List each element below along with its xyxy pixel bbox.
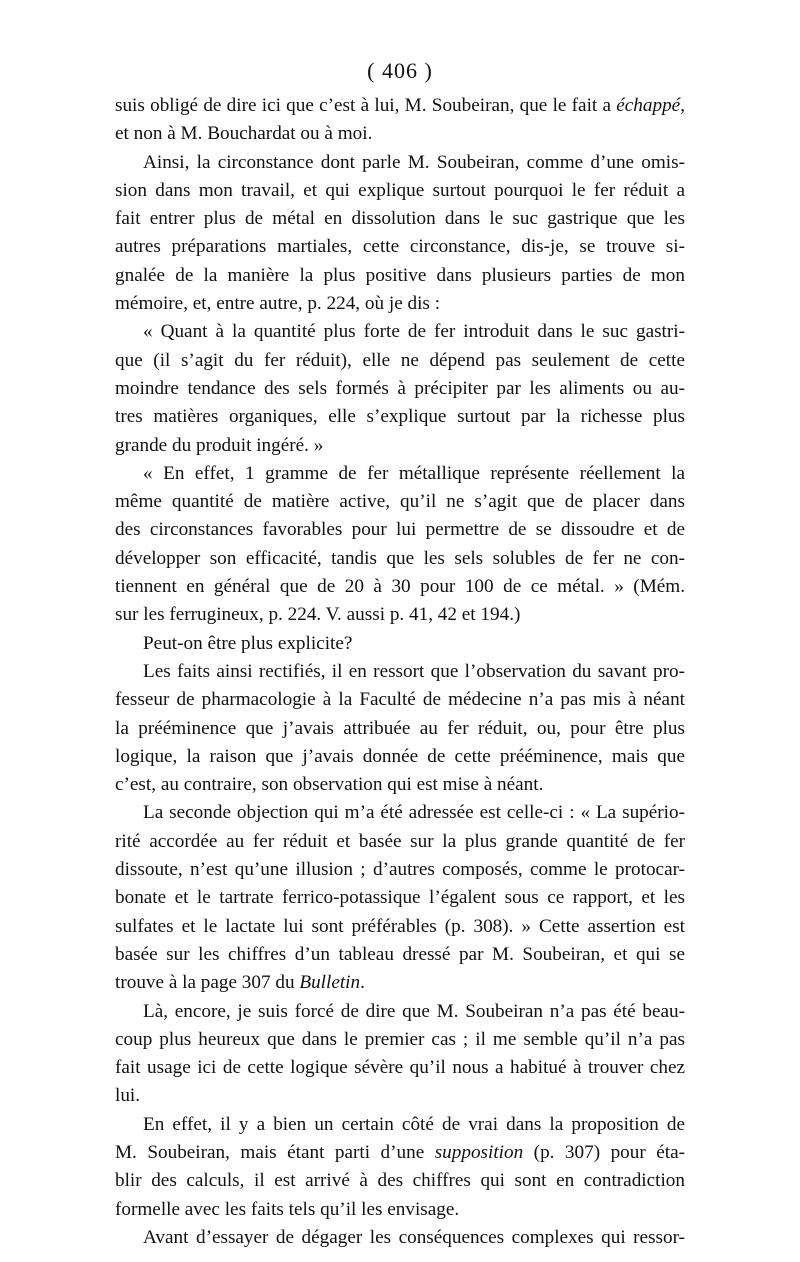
text-line <box>115 1224 685 1252</box>
line-text: suis obligé de dire ici que c’est à lui, M. Soubeiran, que le fait a <box>115 95 617 116</box>
italic-text: échappé <box>616 95 681 116</box>
line-text: développer son efficacité, tandis que les sels solubles de fer ne con- <box>115 547 685 569</box>
line-text: gnalée de la manière la plus positive dans plusieurs parties de mon <box>115 264 685 286</box>
line-text: « En effet, 1 gramme de fer métallique représente réellement la <box>143 462 685 484</box>
line-text: même quantité de matière active, qu’il ne s’agit que de placer dans <box>115 491 685 513</box>
line-text: La seconde objection qui m’a été adressée est celle-ci : « La supério- <box>143 802 685 824</box>
text-line <box>115 318 685 346</box>
text-line <box>115 658 685 686</box>
line-text: Peut-on être plus explicite? <box>143 632 353 654</box>
text-line <box>115 149 685 177</box>
line-text: Avant d’essayer de dégager les conséquences complexes qui ressor- <box>143 1226 685 1248</box>
text-line <box>115 1026 685 1054</box>
text-line <box>115 92 685 120</box>
line-text: lui. <box>115 1085 141 1107</box>
page-number: ( 406 ) <box>367 58 433 83</box>
line-text: fait entrer plus de métal en dissolution dans le suc gastrique que les <box>115 208 685 230</box>
line-text: sur les ferrugineux, p. 224. V. aussi p. 41, 42 et 194.) <box>115 604 521 626</box>
line-text: blir des calculs, il est arrivé à des chiffres qui sont en contradiction <box>115 1170 685 1192</box>
line-text: formelle avec les faits tels qu’il les envisage. <box>115 1198 460 1220</box>
line-text-after: (p. 307) pour éta- <box>523 1141 685 1163</box>
text-line <box>115 969 685 997</box>
text-line <box>115 771 685 799</box>
line-text: Là, encore, je suis forcé de dire que M. Soubeiran n’a pas été beau- <box>143 1000 685 1022</box>
line-text: dissoute, n’est qu’une illusion ; d’autres composés, comme le protocar- <box>115 859 685 881</box>
text-line <box>115 941 685 969</box>
text-line <box>115 120 685 148</box>
text-line <box>115 347 685 375</box>
line-text: que (il s’agit du fer réduit), elle ne dépend pas seulement de cette <box>115 349 685 371</box>
line-text: sulfates et le lactate lui sont préférables (p. 308). » Cette assertion est <box>115 915 685 937</box>
text-line <box>115 998 685 1026</box>
text-line <box>115 884 685 912</box>
text-line <box>115 233 685 261</box>
text-line <box>115 205 685 233</box>
line-text: Ainsi, la circonstance dont parle M. Soubeiran, comme d’une omis- <box>143 151 685 173</box>
line-text: bonate et le tartrate ferrico-potassique l’égalent sous ce rapport, et les <box>115 887 685 909</box>
text-line <box>115 177 685 205</box>
text-line <box>115 715 685 743</box>
body-text <box>115 92 685 1252</box>
text-line <box>115 262 685 290</box>
line-text: autres préparations martiales, cette circonstance, dis-je, se trouve si- <box>115 236 685 258</box>
text-line <box>115 488 685 516</box>
line-text: tiennent en général que de 20 à 30 pour 100 de ce métal. » (Mém. <box>115 576 685 598</box>
text-line <box>115 1111 685 1139</box>
text-line <box>115 516 685 544</box>
text-line <box>115 601 685 629</box>
line-text: trouve à la page 307 du <box>115 972 300 994</box>
text-line <box>115 799 685 827</box>
text-line <box>115 1082 685 1110</box>
text-line <box>115 403 685 431</box>
line-text: grande du produit ingéré. » <box>115 434 324 456</box>
text-line <box>115 856 685 884</box>
line-text: Les faits ainsi rectifiés, il en ressort que l’observation du savant pro- <box>143 660 685 682</box>
text-line <box>115 375 685 403</box>
text-line <box>115 1196 685 1224</box>
text-line <box>115 545 685 573</box>
line-text: des circonstances favorables pour lui permettre de se dissoudre et de <box>115 519 685 541</box>
line-text: la prééminence que j’avais attribuée au fer réduit, ou, pour être plus <box>115 717 685 739</box>
italic-text: Bulletin <box>299 972 361 994</box>
text-line <box>115 828 685 856</box>
line-text: « Quant à la quantité plus forte de fer introduit dans le suc gastri- <box>143 321 685 343</box>
line-text: basée sur les chiffres d’un tableau dressé par M. Soubeiran, et qui se <box>115 943 685 965</box>
text-line <box>115 1139 685 1167</box>
line-text-after: . <box>360 972 365 994</box>
line-text: tres matières organiques, elle s’explique surtout par la richesse plus <box>115 406 685 428</box>
line-text: et non à M. Bouchardat ou à moi. <box>115 123 373 145</box>
text-line <box>115 686 685 714</box>
text-line <box>115 290 685 318</box>
line-text: rité accordée au fer réduit et basée sur la plus grande quantité de fer <box>115 830 685 852</box>
line-text: coup plus heureux que dans le premier cas ; il me semble qu’il n’a pas <box>115 1028 685 1050</box>
text-line <box>115 432 685 460</box>
line-text-after: , <box>680 95 685 116</box>
line-text: c’est, au contraire, son observation qui est mise à néant. <box>115 774 544 796</box>
text-line <box>115 913 685 941</box>
italic-text: supposition <box>434 1141 524 1163</box>
text-line <box>115 573 685 601</box>
text-line <box>115 1167 685 1195</box>
text-line <box>115 1054 685 1082</box>
line-text: mémoire, et, entre autre, p. 224, où je dis : <box>115 293 441 315</box>
line-text: logique, la raison que j’avais donnée de cette prééminence, mais que <box>115 745 685 767</box>
line-text: moindre tendance des sels formés à précipiter par les aliments ou au- <box>115 377 685 399</box>
line-text: En effet, il y a bien un certain côté de vrai dans la proposition de <box>143 1113 685 1135</box>
line-text: sion dans mon travail, et qui explique surtout pourquoi le fer réduit a <box>115 179 685 201</box>
text-line <box>115 460 685 488</box>
text-line <box>115 630 685 658</box>
line-text: M. Soubeiran, mais étant parti d’une <box>115 1141 435 1163</box>
line-text: fait usage ici de cette logique sévère qu’il nous a habitué à trouver chez <box>115 1057 685 1079</box>
line-text: fesseur de pharmacologie à la Faculté de médecine n’a pas mis à néant <box>115 689 685 711</box>
text-line <box>115 743 685 771</box>
